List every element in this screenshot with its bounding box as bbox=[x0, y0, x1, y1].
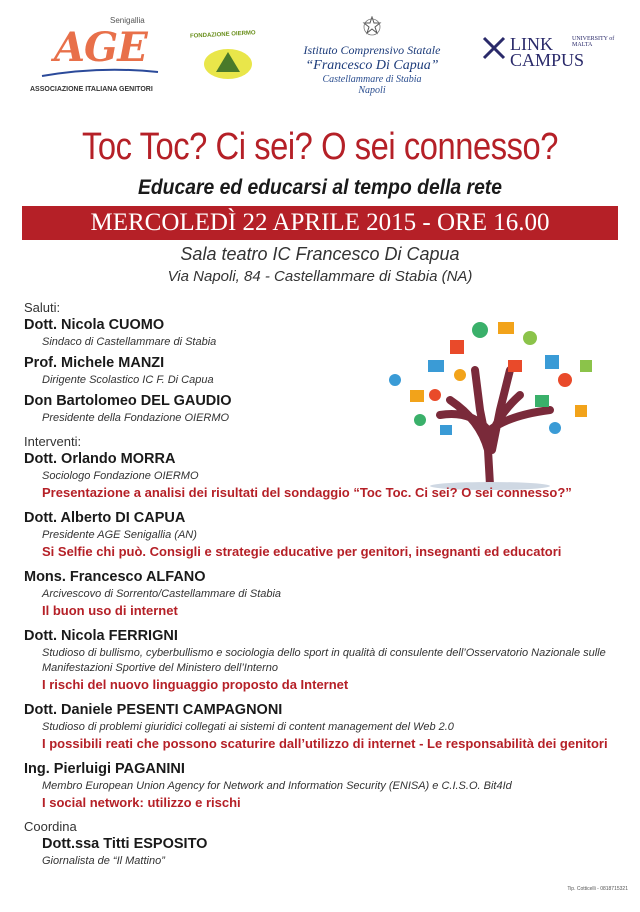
moderator-role: Giornalista de “Il Mattino” bbox=[42, 855, 165, 867]
saluti-item bbox=[24, 316, 624, 350]
interventi-label: Interventi: bbox=[24, 434, 82, 449]
campus-word: CAMPUS bbox=[510, 50, 585, 70]
coordina-item bbox=[24, 835, 624, 869]
link-word: LINK bbox=[510, 34, 553, 54]
speaker-name: Dott. Orlando MORRA bbox=[24, 451, 176, 467]
venue: Sala teatro IC Francesco Di Capua bbox=[180, 244, 460, 264]
speaker-role: Presidente AGE Senigallia (AN) bbox=[42, 529, 197, 541]
intervento-item bbox=[24, 627, 624, 693]
talk-title: I possibili reati che possono scaturire dall’utilizzo di internet - Le responsabilità dei genitori bbox=[42, 736, 608, 751]
event-title: Toc Toc? Ci sei? O sei connesso? bbox=[81, 126, 559, 168]
speaker-name: Dott. Nicola FERRIGNI bbox=[24, 628, 178, 644]
moderator-name: Dott.ssa Titti ESPOSITO bbox=[42, 836, 208, 852]
school-logo bbox=[288, 16, 456, 96]
speaker-role: Studioso di problemi giuridici collegati ai sistemi di content management del Web 2.0 bbox=[42, 721, 454, 733]
intervento-item bbox=[24, 509, 624, 560]
age-senigallia-label: Senigallia bbox=[110, 16, 145, 25]
age-logo bbox=[30, 14, 160, 100]
date-banner: MERCOLEDÌ 22 APRILE 2015 - ORE 16.00 bbox=[22, 206, 618, 240]
link-campus-university: UNIVERSITY of MALTA bbox=[572, 36, 615, 48]
italian-emblem-icon bbox=[362, 16, 382, 38]
oiermo-emblem-icon bbox=[200, 42, 256, 82]
school-line-2: “Francesco Di Capua” bbox=[305, 58, 439, 73]
speaker-role: Sindaco di Castellammare di Stabia bbox=[42, 336, 217, 348]
saluti-label: Saluti: bbox=[24, 300, 61, 315]
printer-credit: Tip. Cotticelli - 0818715321 bbox=[567, 886, 628, 892]
speaker-role: Sociologo Fondazione OIERMO bbox=[42, 470, 199, 482]
speaker-name: Dott. Alberto DI CAPUA bbox=[24, 510, 186, 526]
saluti-list bbox=[24, 316, 624, 426]
speaker-name: Mons. Francesco ALFANO bbox=[24, 569, 206, 585]
oiermo-text: FONDAZIONE OIERMO bbox=[189, 30, 256, 40]
speaker-name: Prof. Michele MANZI bbox=[24, 355, 165, 371]
speaker-name: Dott. Nicola CUOMO bbox=[24, 317, 165, 333]
intervento-item bbox=[24, 568, 624, 619]
link-campus-emblem-icon bbox=[480, 34, 508, 64]
interventi-list bbox=[24, 450, 624, 811]
speaker-role: Membro European Union Agency for Network and Information Security (ENISA) e C.I.S.O. Bit4Id bbox=[42, 780, 512, 792]
talk-title: I social network: utilizzo e rischi bbox=[42, 795, 241, 810]
talk-title: Presentazione a analisi dei risultati del sondaggio “Toc Toc. Ci sei? O sei connesso?” bbox=[42, 485, 572, 500]
program bbox=[24, 300, 624, 869]
speaker-role: Studioso di bullismo, cyberbullismo e sociologia dello sport in qualità di consulente dell’Osservatorio Nazionale sulle Manifestazioni Sportive del Ministero dell’Interno bbox=[42, 647, 606, 674]
intervento-item bbox=[24, 450, 624, 501]
school-line-4: Napoli bbox=[358, 85, 386, 96]
link-campus-logo bbox=[480, 30, 630, 80]
address: Via Napoli, 84 - Castellammare di Stabia (NA) bbox=[167, 268, 473, 285]
speaker-role: Dirigente Scolastico IC F. Di Capua bbox=[42, 374, 214, 386]
talk-title: Il buon uso di internet bbox=[42, 603, 178, 618]
speaker-name: Don Bartolomeo DEL GAUDIO bbox=[24, 393, 232, 409]
intervento-item bbox=[24, 760, 624, 811]
speaker-name: Ing. Pierluigi PAGANINI bbox=[24, 761, 185, 777]
saluti-item bbox=[24, 354, 624, 388]
school-line-3: Castellammare di Stabia bbox=[322, 74, 422, 85]
school-line-1: Istituto Comprensivo Statale bbox=[303, 43, 441, 57]
speaker-name: Dott. Daniele PESENTI CAMPAGNONI bbox=[24, 702, 283, 718]
talk-title: I rischi del nuovo linguaggio proposto da Internet bbox=[42, 677, 349, 692]
event-subtitle: Educare ed educarsi al tempo della rete bbox=[137, 176, 503, 199]
coordina-label: Coordina bbox=[24, 819, 77, 834]
talk-title: Si Selfie chi può. Consigli e strategie educative per genitori, insegnanti ed educatori bbox=[42, 544, 562, 559]
age-swoosh-icon bbox=[40, 66, 160, 80]
age-caption: ASSOCIAZIONE ITALIANA GENITORI bbox=[30, 86, 153, 93]
age-logo-mark: AGE bbox=[54, 24, 147, 71]
intervento-item bbox=[24, 701, 624, 752]
speaker-role: Arcivescovo di Sorrento/Castellammare di Stabia bbox=[42, 588, 282, 600]
speaker-role: Presidente della Fondazione OIERMO bbox=[42, 412, 230, 424]
oiermo-logo bbox=[190, 30, 266, 86]
saluti-item bbox=[24, 392, 624, 426]
